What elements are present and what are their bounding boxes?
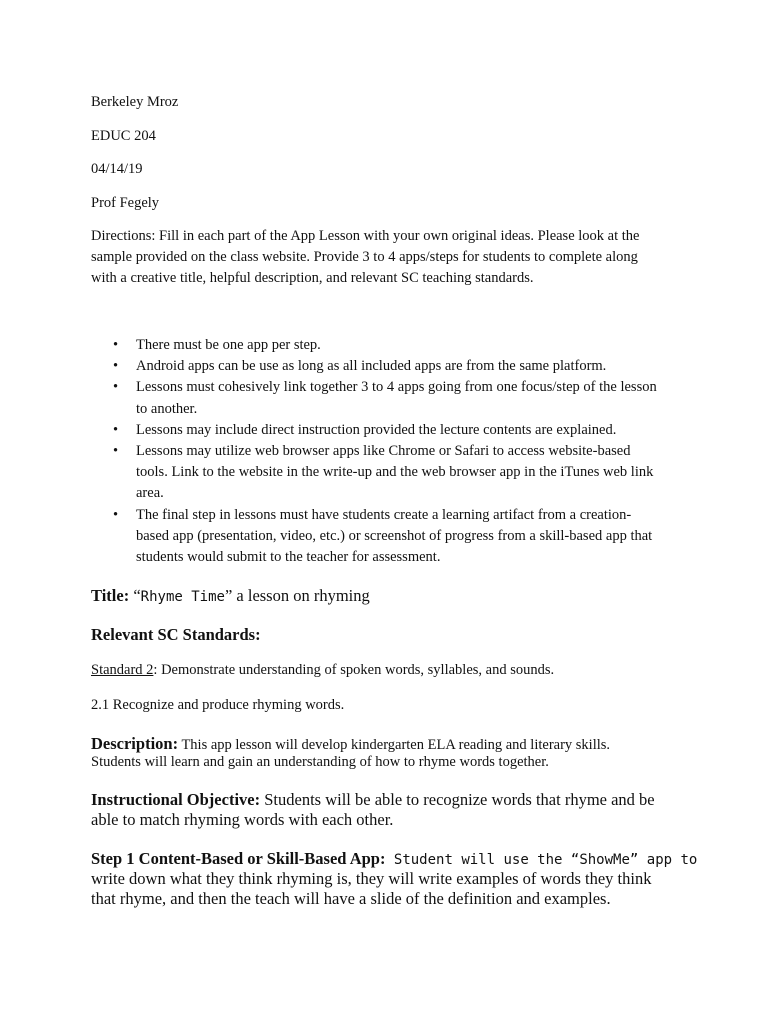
step1-line-2: write down what they think rhyming is, they will write examples of words they think bbox=[91, 869, 652, 888]
standard-2: Standard 2: Demonstrate understanding of spoken words, syllables, and sounds. bbox=[91, 662, 555, 678]
step1-line-3: that rhyme, and then the teach will have a slide of the definition and examples. bbox=[91, 889, 611, 908]
directions-line-2: sample provided on the class website. Provide 3 to 4 apps/steps for students to complete along bbox=[91, 249, 638, 265]
description-label: Description: bbox=[91, 734, 179, 753]
list-item: • The final step in lessons must have students create a learning artifact from a creation- based app (presentation, video, etc.) or screenshot of progress from a skill-based app that students would submit to the teacher for assessment. bbox=[113, 506, 653, 566]
list-item: • Lessons may include direct instruction provided the lecture contents are explained. bbox=[91, 420, 691, 441]
bullet-icon: • bbox=[113, 443, 119, 460]
objective-line-2: able to match rhyming words with each other. bbox=[91, 810, 394, 829]
standard-label: Standard 2 bbox=[91, 662, 154, 678]
list-item: • Lessons must cohesively link together 3 to 4 apps going from one focus/step of the lesson to another. bbox=[113, 379, 657, 417]
step1-line-1: Step 1 Content-Based or Skill-Based App: Student will use the “ShowMe” app to bbox=[91, 849, 698, 868]
standards-heading: Relevant SC Standards: bbox=[91, 625, 261, 644]
bullet-icon: • bbox=[113, 379, 119, 396]
lesson-title: Title: “Rhyme Time” a lesson on rhyming bbox=[91, 586, 370, 605]
rules-list bbox=[91, 335, 691, 568]
student-name: Berkeley Mroz bbox=[91, 94, 179, 110]
course-code: EDUC 204 bbox=[91, 128, 156, 144]
description-line-1: Description: This app lesson will develop kindergarten ELA reading and literary skills. bbox=[91, 734, 611, 753]
bullet-icon: • bbox=[113, 358, 119, 375]
professor-name: Prof Fegely bbox=[91, 195, 160, 211]
directions-line-1: Directions: Fill in each part of the App Lesson with your own original ideas. Please look at the bbox=[91, 228, 640, 244]
description-line-2: Students will learn and gain an understanding of how to rhyme words together. bbox=[91, 754, 549, 770]
standard-sub: 2.1 Recognize and produce rhyming words. bbox=[91, 697, 345, 713]
document-date: 04/14/19 bbox=[91, 161, 143, 177]
objective-line-1: Instructional Objective: Students will be able to recognize words that rhyme and be bbox=[91, 790, 655, 809]
lesson-name: Rhyme Time bbox=[140, 589, 225, 605]
bullet-icon: • bbox=[113, 337, 119, 353]
bullet-icon: • bbox=[113, 506, 119, 523]
title-label: Title: bbox=[91, 586, 130, 605]
step1-label: Step 1 Content-Based or Skill-Based App: bbox=[91, 849, 386, 868]
list-item: • There must be one app per step. bbox=[91, 335, 691, 356]
list-item: • Android apps can be use as long as all included apps are from the same platform. bbox=[91, 356, 691, 377]
list-item: • Lessons may utilize web browser apps like Chrome or Safari to access website-based tools. Link to the website in the write-up and the web browser app in the iTunes web link area. bbox=[113, 443, 654, 502]
bullet-icon: • bbox=[113, 421, 119, 438]
objective-label: Instructional Objective: bbox=[91, 790, 261, 809]
directions-line-3: with a creative title, helpful description, and relevant SC teaching standards. bbox=[91, 270, 534, 286]
